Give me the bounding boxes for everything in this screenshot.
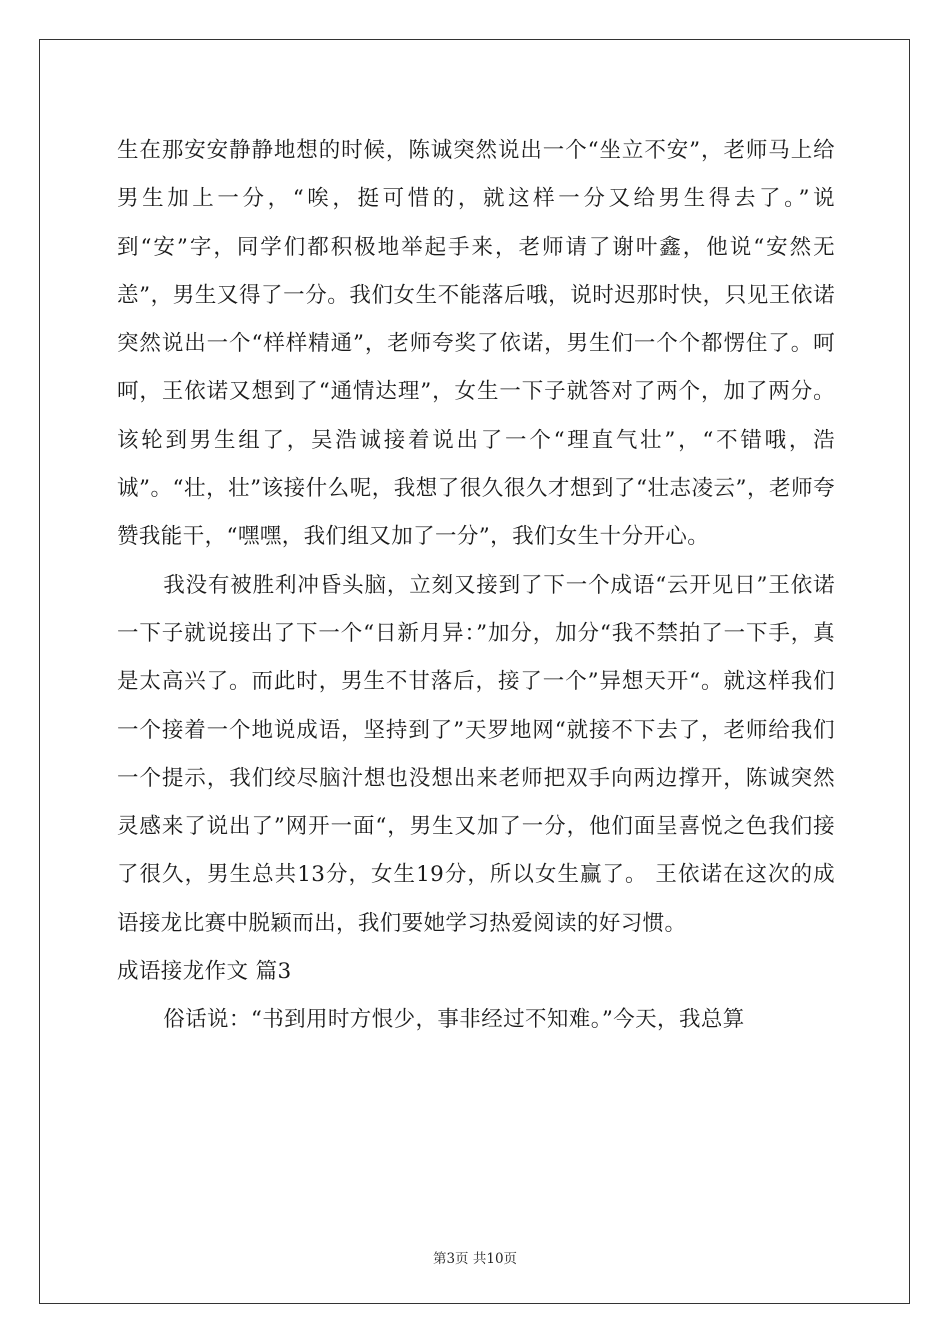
- page-number-footer: 第3页 共10页: [432, 1251, 518, 1267]
- body-paragraph-3: 俗话说：“书到用时方恨少，事非经过不知难。”今天，我总算: [163, 1007, 745, 1033]
- document-body: [117, 127, 835, 1045]
- section-heading: 成语接龙作文 篇3: [117, 959, 292, 985]
- body-paragraph-1: 生在那安安静静地想的时候，陈诚突然说出一个“坐立不安”，老师马上给男生加上一分，“唉，挺可惜的，就这样一分又给男生得去了。”说到“安”字，同学们都积极地举起手来，老师请了谢叶鑫，他说“安然无恙”，男生又得了一分。我们女生不能落后哦，说时迟那时快，只见王依诺突然说出一个“样样精通”，老师夸奖了依诺，男生们一个个都愣住了。呵呵，王依诺又想到了“通情达理”，女生一下子就答对了两个，加了两分。该轮到男生组了，吴浩诚接着说出了一个“理直气壮”，“不错哦，浩诚”。“壮，壮”该接什么呢，我想了很久很久才想到了“壮志凌云”，老师夸赞我能干，“嘿嘿，我们组又加了一分”，我们女生十分开心。: [117, 138, 835, 550]
- body-paragraph-2: 我没有被胜利冲昏头脑，立刻又接到了下一个成语“云开见日”王依诺一下子就说接出了下一个“日新月异：”加分，加分“我不禁拍了一下手，真是太高兴了。而此时，男生不甘落后，接了一个”异想天开“。就这样我们一个接着一个地说成语，坚持到了”天罗地网“就接不下去了，老师给我们一个提示，我们绞尽脑汁想也没想出来老师把双手向两边撑开，陈诚突然灵感来了说出了”网开一面“，男生又加了一分，他们面呈喜悦之色我们接了很久，男生总共13分，女生19分，所以女生赢了。 王依诺在这次的成语接龙比赛中脱颖而出，我们要她学习热爱阅读的好习惯。: [117, 572, 835, 936]
